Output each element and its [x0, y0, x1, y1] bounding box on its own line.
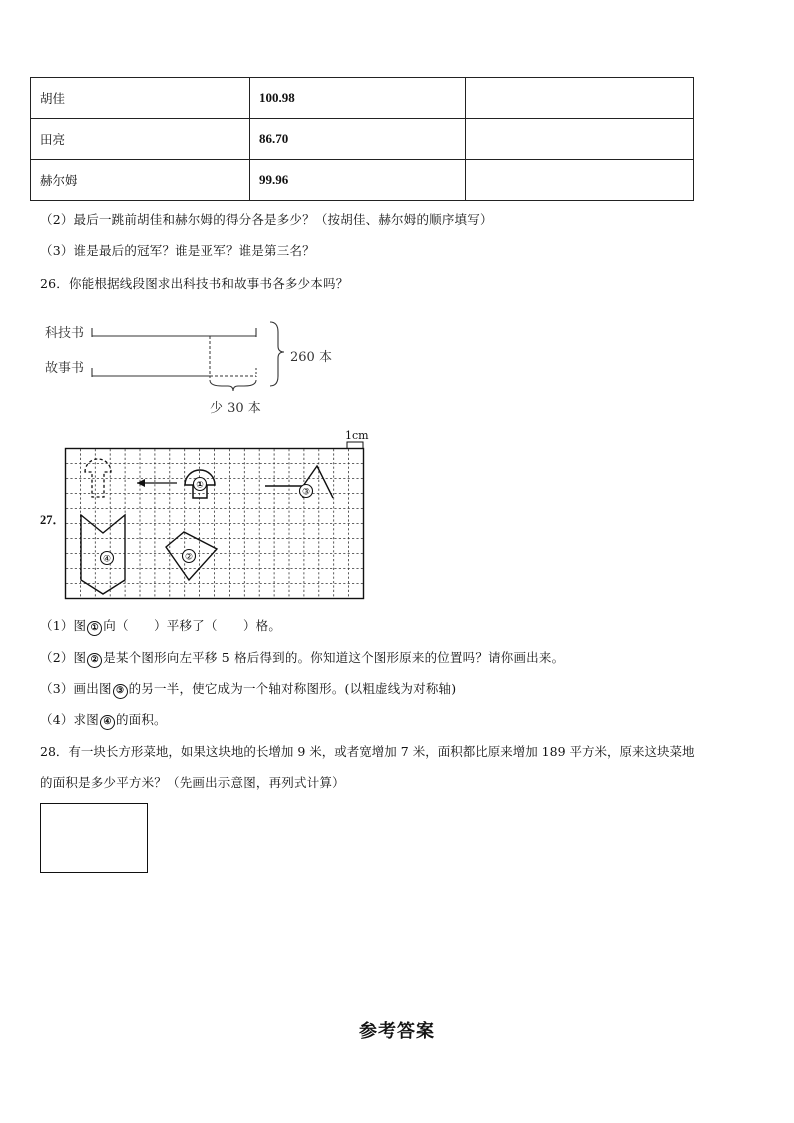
q25-sub3: （3）谁是最后的冠军？谁是亚军？谁是第三名？: [40, 243, 315, 258]
shape-1-label: ①: [196, 480, 204, 491]
story-book-label: 故事书: [45, 361, 85, 376]
q27-sub2-prefix: （2）图: [40, 650, 87, 665]
difference-brace: [210, 380, 256, 391]
table-row: [31, 160, 694, 201]
q28-line2: 的面积是多少平方米？（先画出示意图，再列式计算）: [40, 775, 345, 790]
answer-key-title: 参考答案: [359, 1021, 435, 1042]
q27-sub2-text: 是某个图形向左平移 5 格后得到的。你知道这个图形原来的位置吗？请你画出来。: [103, 650, 565, 665]
q27-sub3: [40, 679, 456, 699]
name-cell: 赫尔姆: [31, 160, 250, 201]
q27-sub4-text: 的面积。: [115, 712, 167, 727]
name-cell: 胡佳: [31, 78, 250, 119]
q27-sub3-text: 的另一半，使它成为一个轴对称图形。(以粗虚线为对称轴): [128, 681, 457, 696]
blank-cell[interactable]: [466, 119, 694, 160]
blank-cell[interactable]: [466, 78, 694, 119]
q28-line1: 28．有一块长方形菜地，如果这块地的长增加 9 米，或者宽增加 7 米，面积都比原来增加 189 平方米，原来这块菜地: [40, 744, 695, 759]
table-row: [31, 119, 694, 160]
q27-sub4: [40, 710, 167, 730]
score-cell: 86.70: [250, 119, 466, 160]
q27-sub4-prefix: （4）求图: [40, 712, 99, 727]
scale-label: 1cm: [345, 429, 369, 442]
translation-grid: [65, 448, 365, 600]
q25-sub2: （2）最后一跳前胡佳和赫尔姆的得分各是多少？（按胡佳、赫尔姆的顺序填写）: [40, 212, 493, 227]
total-brace: [270, 322, 284, 386]
figure-4-ref: ④: [100, 715, 115, 730]
science-book-label: 科技书: [45, 326, 85, 341]
q27-sub1-prefix: （1）图: [40, 618, 87, 633]
q27-sub1: [40, 616, 281, 636]
figure-3-ref: ③: [113, 684, 128, 699]
q27-number: 27．: [40, 513, 66, 527]
sketch-rectangle[interactable]: [40, 803, 148, 873]
difference-label: 少 30 本: [210, 401, 261, 416]
total-label: 260 本: [290, 350, 332, 365]
shape-3-label: ③: [301, 487, 311, 498]
score-cell: 100.98: [250, 78, 466, 119]
blank-cell[interactable]: [466, 160, 694, 201]
score-cell: 99.96: [250, 160, 466, 201]
name-cell: 田亮: [31, 119, 250, 160]
figure-2-ref: ②: [87, 653, 102, 668]
figure-1-ref: ①: [87, 621, 102, 636]
q26-text: 26．你能根据线段图求出科技书和故事书各多少本吗？: [40, 276, 349, 291]
shape-4-label: ④: [102, 554, 112, 565]
q27-sub1-text: 向（ ）平移了（ ）格。: [103, 618, 282, 633]
q27-sub3-prefix: （3）画出图: [40, 681, 112, 696]
q27-sub2: [40, 648, 564, 668]
original-shape-dashed: [85, 459, 111, 497]
segment-diagram: [0, 0, 200, 100]
scale-bracket: [347, 442, 363, 448]
shape-2-label: ②: [184, 552, 194, 563]
arrow-head-icon: [137, 479, 145, 487]
